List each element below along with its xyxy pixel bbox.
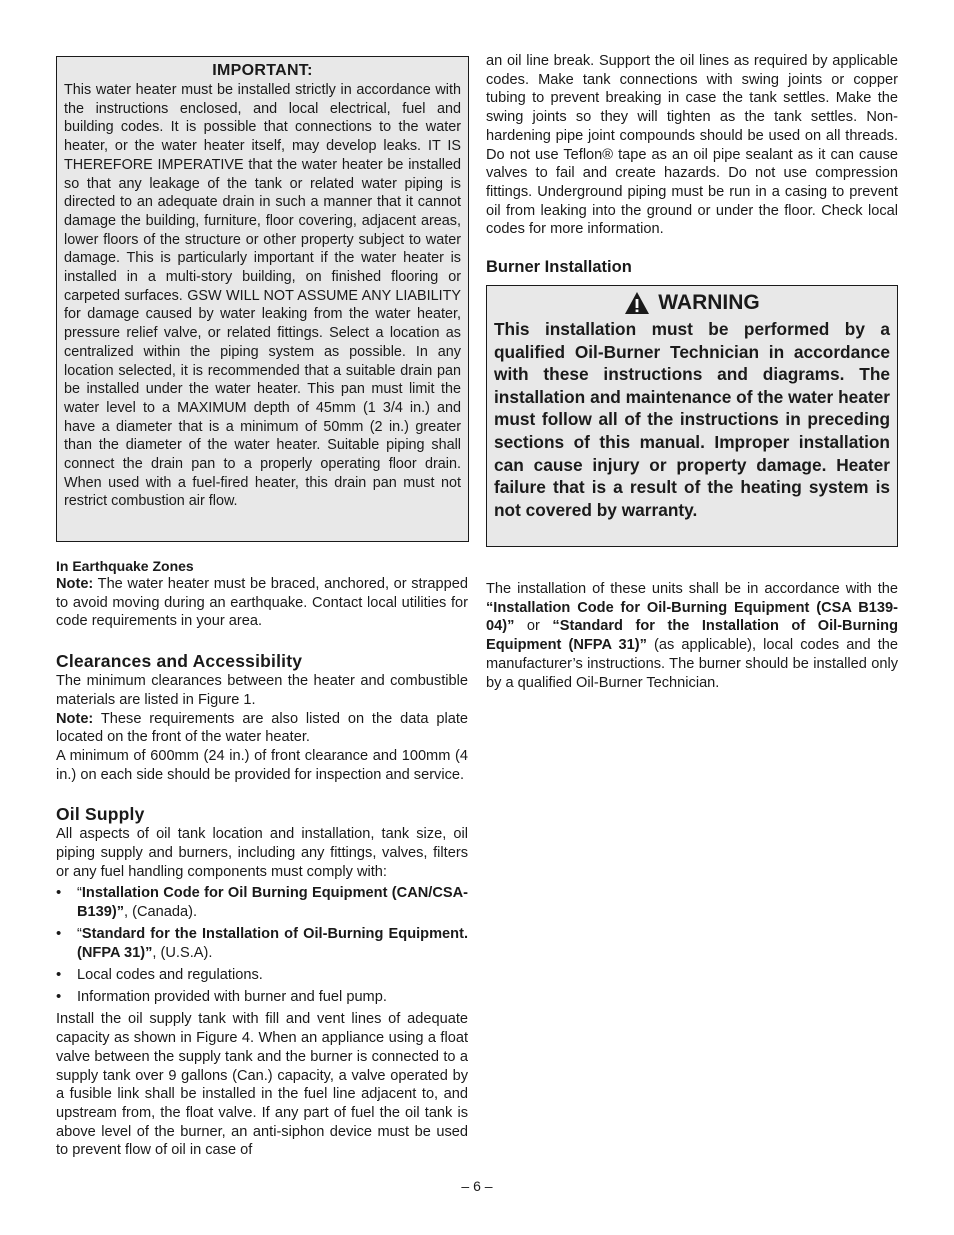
clearances-paragraph: The minimum clearances between the heater and combustible materials are listed in Figure 1. [56, 673, 468, 708]
important-title: IMPORTANT: [212, 62, 313, 79]
clearances-paragraph-2: A minimum of 600mm (24 in.) of front clearance and 100mm (4 in.) on each side should be provided for inspection and service. [56, 747, 468, 783]
burner-section [486, 580, 898, 692]
earthquake-heading: In Earthquake Zones [56, 558, 194, 574]
oil-supply-continued: an oil line break. Support the oil lines as required by applicable codes. Make tank connections with swing joints or copper tubing to prevent breaking in case the tank settles. Make the swing joints so they will tighten as the tank settles. Non-hardening pipe joint compounds should be used on all threads. Do not use Teflon® tape as an oil pipe sealant as it can cause valves to fail and create hazards. Do not use compression fittings. Underground piping must be run in a casing to prevent oil from leaking into the ground or under the floor. Check local codes for more information. [486, 53, 898, 238]
oil-supply-intro: All aspects of oil tank location and installation, tank size, oil piping supply and burners, including any fittings, valves, filters or any fuel handling components must comply with: [56, 826, 468, 880]
page-number: – 6 – [461, 1178, 493, 1194]
list-item: • “Installation Code for Oil Burning Equipment (CAN/CSA-B139)”, (Canada). [56, 884, 468, 921]
clearances-heading: Clearances and Accessibility [56, 651, 303, 672]
important-body: This water heater must be installed strictly in accordance with the instructions enclosed, and local electrical, fuel and building codes. It is possible that connections to the water heater, or the water heater itself, may develop leaks. IT IS THEREFORE IMPERATIVE that the water heater be installed so that any leakage of the tank or related water piping is directed to an adequate drain in such a manner that it cannot damage the building, furniture, floor covering, adjacent areas, lower floors of the structure or other property subject to water damage. This is particularly important if the water heater is installed in a multi-story building, on finished flooring or carpeted surfaces. GSW WILL NOT ASSUME ANY LIABILITY for damage caused by water leaking from the water heater, pressure relief valve, or related fittings. Select a location as centralized within the piping system as possible. In any location selected, it is recommended that a suitable drain pan be installed under the water heater. This pan must limit the water level to a MAXIMUM depth of 45mm (1 3/4 in.) and have a diameter that is a minimum of 50mm (2 in.) greater than the diameter of the water heater. Suitable piping shall connect the drain pan to a properly operating floor drain. When used with a fuel-fired heater, this drain pan must not restrict combustion air flow. [64, 82, 461, 510]
list-item: • Local codes and regulations. [56, 966, 263, 984]
oil-supply-bullet-list [56, 884, 468, 1007]
left-column [56, 557, 468, 1160]
clearances-note: Note: These requirements are also listed on the data plate located on the front of the water heater. [56, 710, 468, 746]
warning-box [486, 285, 898, 547]
warning-header [494, 288, 890, 318]
burner-installation-heading: Burner Installation [486, 258, 632, 277]
warning-text: This installation must be performed by a qualified Oil-Burner Technician in accordance with these instructions and diagrams. The installation and maintenance of the water heater must follow all of the instructions in preceding sections of this manual. Improper installation can cause injury or property damage. Heater failure that is a result of the heating system is not covered by warranty. [494, 319, 890, 520]
oil-supply-heading: Oil Supply [56, 804, 145, 825]
warning-title: WARNING [658, 291, 760, 314]
right-column [486, 52, 898, 276]
burner-paragraph: The installation of these units shall be in accordance with the “Installation Code for Oil-Burning Equipment (CSA B139-04)” or “Standard for the Installation of Oil-Burning Equipment (NFPA 31)” (as applicable), local codes and the manufacturer’s instructions. The burner should be installed only by a qualified Oil-Burner Technician. [486, 581, 898, 691]
oil-tank-paragraph: Install the oil supply tank with fill and vent lines of adequate capacity as shown in Figure 4. When an appliance using a float valve between the supply tank and the burner is connected to a supply tank over 9 gallons (Can.) capacity, a valve operated by a fusible link shall be installed in the fuel line adjacent to, and upstream from, the float valve. If any part of fuel the oil tank is above level of the burner, an anti-siphon device must be used to prevent flow of oil in case of [56, 1011, 468, 1159]
warning-triangle-icon [624, 291, 650, 315]
list-item: • Information provided with burner and fuel pump. [56, 988, 387, 1006]
important-notice-box [56, 56, 469, 542]
earthquake-note: Note: The water heater must be braced, anchored, or strapped to avoid moving during an earthquake. Contact local utilities for code requirements in your area. [56, 576, 468, 630]
list-item: • “Standard for the Installation of Oil-Burning Equipment. (NFPA 31)”, (U.S.A). [56, 925, 468, 962]
